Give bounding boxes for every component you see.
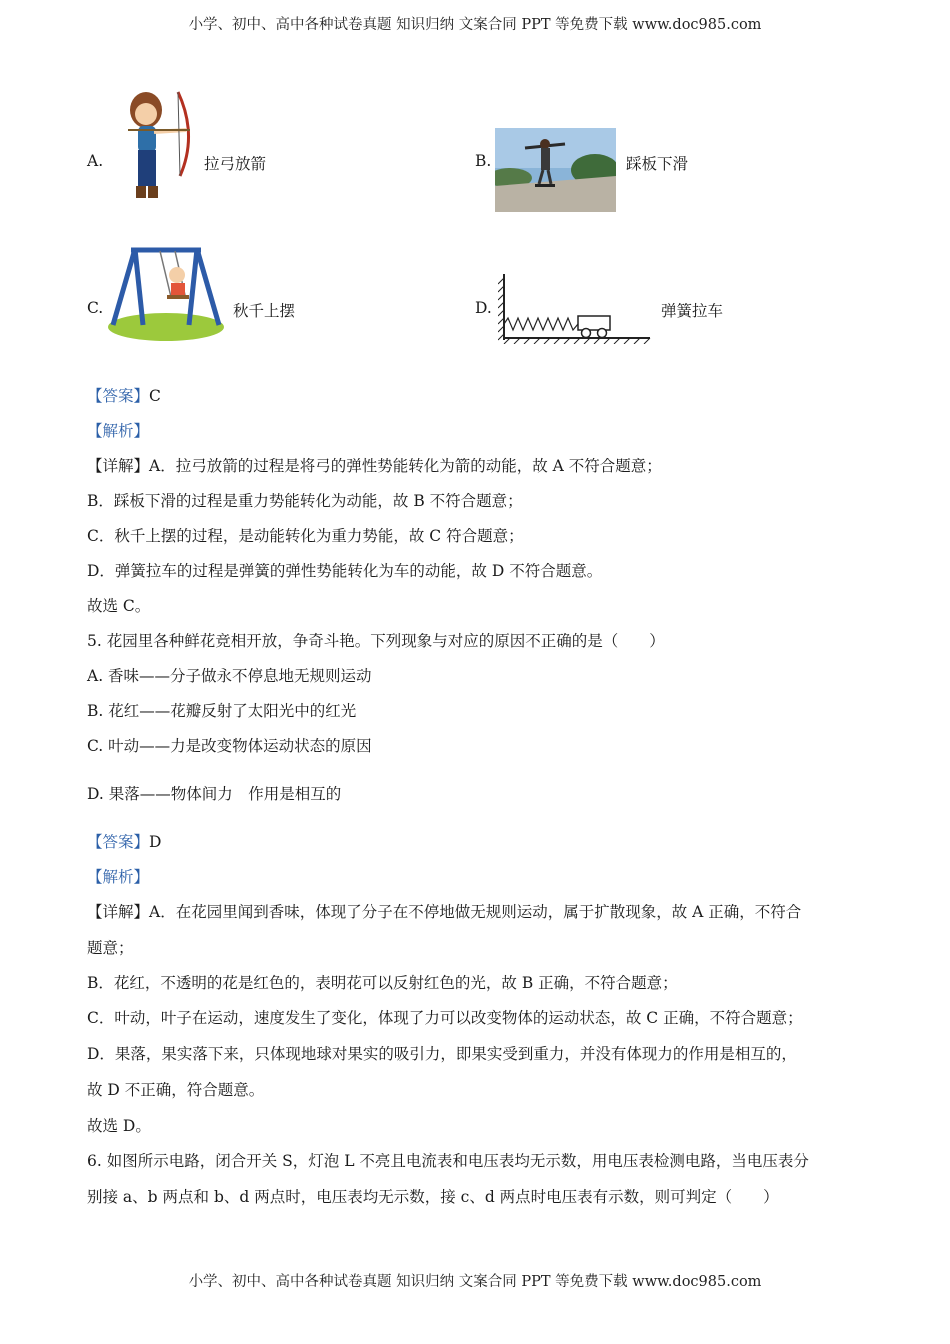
swing-image [105,245,227,342]
q5-option: D. 果落——物体间力 作用是相互的 [87,785,342,803]
detail-tag: 【详解】 [87,903,150,921]
q5-detail-line: D．果落，果实落下来，只体现地球对果实的吸引力，即果实受到重力，并没有体现力的作用是相互的， [87,1045,797,1063]
answer-value: C [149,387,161,405]
q5-conclusion: 故选 D。 [87,1117,151,1135]
detail-text: A．拉弓放箭的过程是将弓的弹性势能转化为箭的动能，故 A 不符合题意； [149,457,662,475]
option-c-caption: 秋千上摆 [233,302,296,320]
spring-cart-diagram [498,272,653,344]
q4-answer [87,384,161,406]
skateboard-photo [495,128,616,212]
q5-answer [87,830,161,852]
q4-detail-line: C．秋千上摆的过程，是动能转化为重力势能，故 C 符合题意； [87,527,524,545]
q4-detail-line [87,454,662,476]
q5-detail-line: 故 D 不正确，符合题意。 [87,1081,265,1099]
q4-analysis-tag: 【解析】 [87,422,150,440]
option-c-label: C. [87,299,104,317]
page-header: 小学、初中、高中各种试卷真题 知识归纳 文案合同 PPT 等免费下载 www.doc985.com [188,17,762,33]
option-b-caption: 踩板下滑 [626,155,689,173]
q6-stem-line: 别接 a、b 两点和 b、d 两点时，电压表均无示数，接 c、d 两点时电压表有示数，则可判定（ ） [87,1188,779,1206]
q5-option: C. 叶动——力是改变物体运动状态的原因 [87,737,372,755]
option-d-label: D. [475,299,492,317]
q4-conclusion: 故选 C。 [87,597,151,615]
page-footer: 小学、初中、高中各种试卷真题 知识归纳 文案合同 PPT 等免费下载 www.doc985.com [188,1274,762,1290]
answer-tag: 【答案】 [87,387,150,405]
q5-detail-line: C．叶动，叶子在运动，速度发生了变化，体现了力可以改变物体的运动状态，故 C 正确，不符合题意； [87,1009,803,1027]
option-b-label: B. [475,152,492,170]
detail-text: A．在花园里闻到香味，体现了分子在不停地做无规则运动，属于扩散现象，故 A 正确，不符合 [149,903,802,921]
q5-option: B. 花红——花瓣反射了太阳光中的红光 [87,702,357,720]
option-d-caption: 弹簧拉车 [661,302,724,320]
option-a-caption: 拉弓放箭 [204,155,267,173]
detail-tag: 【详解】 [87,457,150,475]
q5-detail-line: B．花红，不透明的花是红色的，表明花可以反射红色的光，故 B 正确，不符合题意； [87,974,678,992]
q5-stem: 5. 花园里各种鲜花竞相开放，争奇斗艳。下列现象与对应的原因不正确的是（ ） [87,632,665,650]
option-a-label: A. [87,152,104,170]
q5-detail-line [87,900,801,922]
archer-girl-image [108,90,193,208]
q5-detail-line: 题意； [87,939,134,957]
q5-option: A. 香味——分子做永不停息地无规则运动 [87,667,372,685]
answer-tag: 【答案】 [87,833,150,851]
q4-detail-line: D．弹簧拉车的过程是弹簧的弹性势能转化为车的动能，故 D 不符合题意。 [87,562,603,580]
q5-analysis-tag: 【解析】 [87,868,150,886]
q6-stem-line: 6. 如图所示电路，闭合开关 S，灯泡 L 不亮且电流表和电压表均无示数，用电压表检测电路，当电压表分 [87,1152,809,1170]
q4-detail-line: B．踩板下滑的过程是重力势能转化为动能，故 B 不符合题意； [87,492,523,510]
answer-value: D [149,833,162,851]
